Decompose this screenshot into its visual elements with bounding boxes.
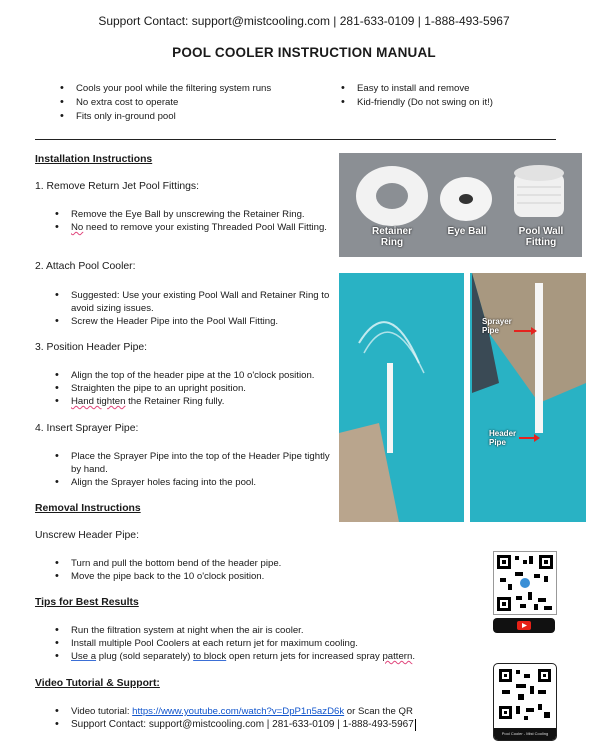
feature-item: • Easy to install and remove	[357, 82, 493, 96]
removal-bullet: • Turn and pull the bottom bend of the header pipe.	[71, 557, 371, 570]
step4-title: 4. Insert Sprayer Pipe:	[35, 423, 139, 434]
label-sprayer-pipe: Sprayer Pipe	[482, 317, 512, 335]
feature-item: • Kid-friendly (Do not swing on it!)	[357, 96, 493, 110]
tips-bullets	[71, 624, 451, 663]
feature-item: • No extra cost to operate	[76, 96, 271, 110]
step3-bullets	[71, 369, 341, 408]
feature-item: • Fits only in-ground pool	[76, 110, 271, 124]
tips-bullet: • Install multiple Pool Coolers at each return jet for maximum cooling.	[71, 637, 451, 650]
document-title: POOL COOLER INSTRUCTION MANUAL	[172, 45, 436, 60]
qr-code[interactable]	[493, 551, 557, 615]
step1-title: 1. Remove Return Jet Pool Fittings:	[35, 181, 200, 192]
feature-item: • Cools your pool while the filtering system runs	[76, 82, 271, 96]
support-contact-header: Support Contact: support@mistcooling.com | 281-633-0109 | 1-888-493-5967	[98, 14, 510, 28]
qr-caption: Pool Cooler - Mist Cooling	[494, 728, 556, 740]
removal-subtitle: Unscrew Header Pipe:	[35, 530, 139, 541]
step3-bullet: • Straighten the pipe to an upright position.	[71, 382, 341, 395]
qr-code-card[interactable]	[493, 663, 557, 741]
fittings-photo	[339, 153, 582, 257]
step2-bullet: • Screw the Header Pipe into the Pool Wall Fitting.	[71, 315, 341, 328]
step1-bullets	[71, 208, 341, 234]
video-bullet: • Video tutorial: https://www.youtube.com/watch?v=DpP1n5azD6k or Scan the QR	[71, 705, 471, 718]
youtube-button[interactable]	[493, 618, 555, 633]
label-pool-wall-fitting: Pool Wall Fitting	[518, 226, 564, 248]
flagged-word[interactable]: No	[71, 222, 84, 233]
flagged-word[interactable]: Hand tighten	[71, 396, 126, 407]
step2-bullets	[71, 289, 341, 328]
label-header-pipe: Header Pipe	[489, 429, 517, 447]
features-list-right	[357, 82, 493, 110]
removal-bullet: • Move the pipe back to the 10 o'clock position.	[71, 570, 371, 583]
label-retainer-ring: Retainer Ring	[371, 226, 412, 248]
step2-bullet: • Suggested: Use your existing Pool Wall and Retainer Ring to avoid sizing issues.	[71, 289, 341, 315]
pool-scene-illustration	[339, 273, 586, 522]
removal-bullets	[71, 557, 371, 583]
step4-bullets	[71, 450, 341, 489]
features-list-left	[76, 82, 271, 123]
qr-pattern-icon	[494, 664, 556, 724]
step2-title: 2. Attach Pool Cooler:	[35, 261, 136, 272]
installed-cooler-photo	[339, 273, 586, 522]
qr-pattern-icon	[494, 552, 556, 614]
step1-bullet: • No need to remove your existing Threaded Pool Wall Fitting.	[71, 221, 341, 234]
video-bullets	[71, 705, 471, 731]
tips-bullet: • Use a plug (sold separately) to block open return jets for increased spray pattern.	[71, 650, 451, 663]
removal-heading: Removal Instructions	[35, 503, 141, 514]
youtube-icon	[493, 618, 555, 633]
tips-bullet: • Run the filtration system at night when the air is cooler.	[71, 624, 451, 637]
text-cursor	[415, 719, 416, 731]
installation-heading: Installation Instructions	[35, 154, 153, 165]
step3-title: 3. Position Header Pipe:	[35, 342, 148, 353]
video-heading: Video Tutorial & Support:	[35, 678, 160, 689]
tips-heading: Tips for Best Results	[35, 597, 139, 608]
horizontal-rule	[35, 139, 556, 140]
step4-bullet: • Align the Sprayer holes facing into the pool.	[71, 476, 341, 489]
label-eye-ball: Eye Ball	[447, 226, 487, 237]
step4-bullet: • Place the Sprayer Pipe into the top of the Header Pipe tightly by hand.	[71, 450, 341, 476]
video-bullet: • Support Contact: support@mistcooling.com | 281-633-0109 | 1-888-493-5967	[71, 718, 471, 731]
step3-bullet: • Align the top of the header pipe at the 10 o'clock position.	[71, 369, 341, 382]
step3-bullet: • Hand tighten the Retainer Ring fully.	[71, 395, 341, 408]
step1-bullet: • Remove the Eye Ball by unscrewing the Retainer Ring.	[71, 208, 341, 221]
youtube-link[interactable]: https://www.youtube.com/watch?v=DpP1n5azD6k	[132, 706, 345, 717]
